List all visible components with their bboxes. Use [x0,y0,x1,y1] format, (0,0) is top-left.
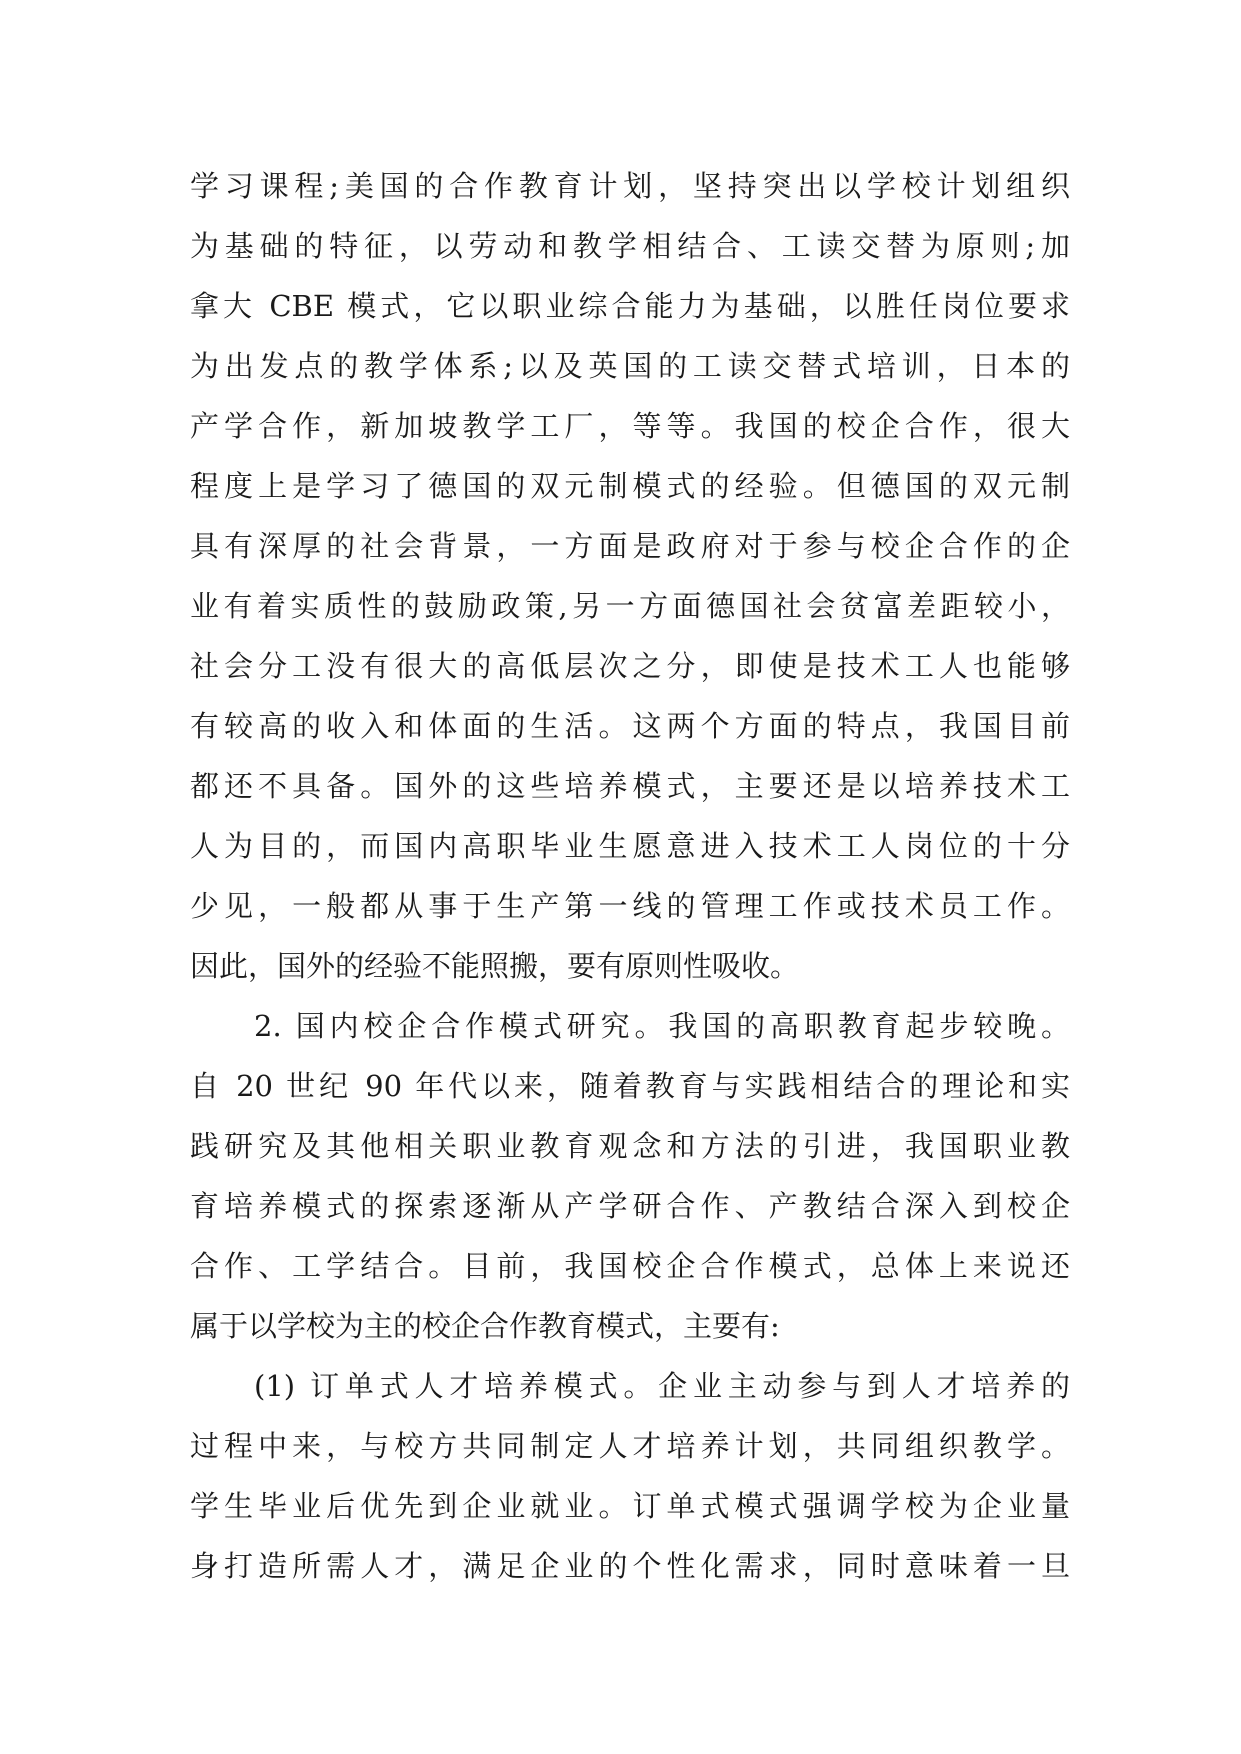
text-line: 过程中来，与校方共同制定人才培养计划，共同组织教学。 [190,1429,1070,1463]
text-line: (1) 订单式人才培养模式。企业主动参与到人才培养的 [254,1369,1070,1403]
text-line: 属于以学校为主的校企合作教育模式，主要有: [190,1309,780,1343]
text-line: 社会分工没有很大的高低层次之分，即使是技术工人也能够 [190,649,1070,683]
text-line: 学生毕业后优先到企业就业。订单式模式强调学校为企业量 [190,1489,1070,1523]
text-line: 为出发点的教学体系;以及英国的工读交替式培训，日本的 [190,349,1070,383]
text-line: 学习课程;美国的合作教育计划，坚持突出以学校计划组织 [190,169,1070,203]
text-line: 产学合作，新加坡教学工厂，等等。我国的校企合作，很大 [190,409,1070,443]
text-line: 都还不具备。国外的这些培养模式，主要还是以培养技术工 [190,769,1070,803]
text-line: 育培养模式的探索逐渐从产学研合作、产教结合深入到校企 [190,1189,1070,1223]
text-line: 2. 国内校企合作模式研究。我国的高职教育起步较晚。 [254,1009,1070,1043]
text-line: 具有深厚的社会背景，一方面是政府对于参与校企合作的企 [190,529,1070,563]
text-line: 因此，国外的经验不能照搬，要有原则性吸收。 [190,949,800,983]
text-line: 有较高的收入和体面的生活。这两个方面的特点，我国目前 [190,709,1070,743]
text-line: 自 20 世纪 90 年代以来，随着教育与实践相结合的理论和实 [190,1069,1070,1103]
text-line: 践研究及其他相关职业教育观念和方法的引进，我国职业教 [190,1129,1070,1163]
body-text [190,156,1070,1596]
text-line: 人为目的，而国内高职毕业生愿意进入技术工人岗位的十分 [190,829,1070,863]
text-line: 业有着实质性的鼓励政策,另一方面德国社会贫富差距较小， [190,589,1070,623]
text-line: 少见，一般都从事于生产第一线的管理工作或技术员工作。 [190,889,1070,923]
text-line: 合作、工学结合。目前，我国校企合作模式，总体上来说还 [190,1249,1070,1283]
text-line: 程度上是学习了德国的双元制模式的经验。但德国的双元制 [190,469,1070,503]
text-line: 拿大 CBE 模式，它以职业综合能力为基础，以胜任岗位要求 [190,289,1070,323]
text-line: 身打造所需人才，满足企业的个性化需求，同时意味着一旦 [190,1549,1070,1583]
text-line: 为基础的特征，以劳动和教学相结合、工读交替为原则;加 [190,229,1070,263]
